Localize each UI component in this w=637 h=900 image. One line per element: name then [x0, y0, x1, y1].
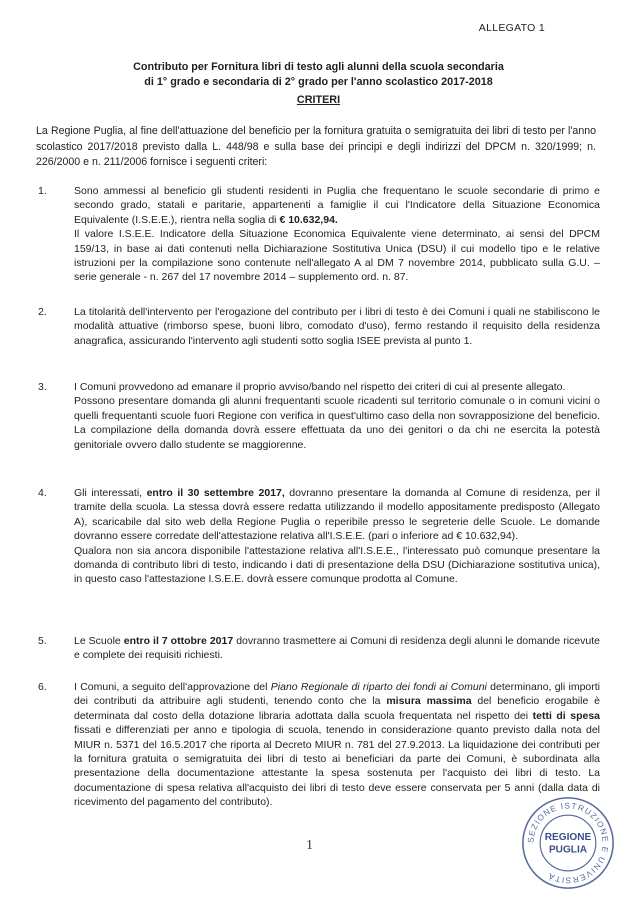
criteria-item-2 — [38, 305, 600, 348]
item-paragraph: Qualora non sia ancora disponibile l'attestazione relativa all'I.S.E.E., l'interessato può comunque presentare la domanda di contributo libri di testo, indicando i dati di presentazione della DSU (Dichiarazione sostitutiva unica), in questo caso l'attestazione I.S.E.E. dovrà essere comunque prodotta al Comune. — [74, 544, 600, 586]
stamp-center-line-2: PUGLIA — [548, 844, 588, 856]
item-paragraph: Il valore I.S.E.E. Indicatore della Situazione Economica Equivalente viene determinato, ai sensi del DPCM 159/13, in base ai dati contenuti nella Dichiarazione Sostitutiva Unica (DSU) il cui modello tipo e le relative istruzioni per la compilazione sono contenute nell'allegato A al DM 7 novembre 2014, pubblicato sulla G.U. – serie generale - n. 267 del 17 novembre 2014 – supplemento ord. n. 87. — [74, 228, 600, 284]
stamp-center-line-1: REGIONE — [544, 832, 592, 844]
item-paragraph: La titolarità dell'intervento per l'erogazione del contributo per i libri di testo è dei Comuni i quali ne stabiliscono le modalità attuative (rimborso spese, buoni libro, comodato d'uso), fermo restando il requisito della residenza anagrafica, assicurando l'intervento agli studenti sotto soglia ISEE prevista al punto 1. — [74, 306, 600, 347]
page-number: 1 — [306, 838, 313, 853]
intro-paragraph: La Regione Puglia, al fine dell'attuazione del beneficio per la fornitura gratuita o semigratuita dei libri di testo per l'anno scolastico 2017/2018 previsto dalla L. 448/98 e sulla base dei principi e degli indirizzi del DPCM n. 320/1999; n. 226/2000 e n. 211/2006 fornisce i seguenti criteri: — [36, 125, 596, 168]
criteria-item-4 — [38, 486, 600, 587]
item-number: 4. — [38, 487, 47, 499]
criteria-item-5 — [38, 634, 600, 663]
isee-threshold: € 10.632,94. — [279, 213, 338, 226]
item-number: 1. — [38, 185, 47, 197]
title-line-1: Contributo per Fornitura libri di testo agli alunni della scuola secondaria — [133, 61, 504, 73]
document-title — [40, 60, 597, 90]
plan-title: Piano Regionale di riparto dei fondi ai Comuni — [270, 681, 487, 693]
item-number: 6. — [38, 681, 47, 693]
item-number: 2. — [38, 306, 47, 318]
emphasis-spending-caps: tetti di spesa — [532, 709, 600, 722]
allegato-label: ALLEGATO 1 — [478, 22, 545, 34]
criteria-item-1 — [38, 184, 600, 285]
criteria-item-6 — [38, 680, 600, 810]
emphasis-max-amount: misura massima — [386, 695, 472, 708]
item-paragraph: Possono presentare domanda gli alunni frequentanti scuole ricadenti sul territorio comunale o in comuni vicini o quelli frequentanti scuole fuori Regione con verifica in quest'ultimo caso della non sovrapposizione del beneficio. La compilazione della domanda dovrà essere effettuata da uno dei genitori o da chi ne esercita la potestà genitoriale ovvero dallo studente se maggiorenne. — [74, 395, 600, 451]
deadline-highlight: entro il 30 settembre 2017, — [146, 487, 285, 499]
item-paragraph: I Comuni provvedono ad emanare il proprio avviso/bando nel rispetto dei criteri di cui al presente allegato. — [74, 381, 566, 393]
criteria-item-3 — [38, 380, 600, 452]
item-paragraph: Gli interessati, entro il 30 settembre 2017, dovranno presentare la domanda al Comune di residenza, per il tramite della scuola. La stessa dovrà essere redatta utilizzando il modello appositamente predisposto (Allegato A), scaricabile dal sito web della Regione Puglia o reperibile presso le segreterie delle Scuole. Le domande dovranno essere corredate dell'attestazione relativa all'I.S.E.E. (pari o inferiore ad € 10.632,94). — [74, 487, 600, 543]
section-heading-criteri: CRITERI — [296, 94, 341, 106]
item-paragraph: Sono ammessi al beneficio gli studenti residenti in Puglia che frequentano le scuole secondarie di primo e secondo grado, statali e paritarie, appartenenti a famiglie il cui l'Indicatore della Situazione Economica Equivalente (I.S.E.E.), rientra nella soglia di € 10.632,94. — [74, 185, 600, 226]
item-number: 3. — [38, 381, 47, 393]
title-line-2: di 1° grado e secondaria di 2° grado per l'anno scolastico 2017-2018 — [144, 76, 493, 88]
item-paragraph: Le Scuole entro il 7 ottobre 2017 dovranno trasmettere ai Comuni di residenza degli alunni le domande ricevute e complete dei requisiti richiesti. — [74, 635, 600, 662]
deadline-highlight: entro il 7 ottobre 2017 — [123, 635, 234, 647]
stamp-ring-text: SEZIONE ISTRUZIONE E UNIVERSITÀ — [526, 801, 610, 885]
regione-puglia-stamp — [520, 795, 616, 891]
item-number: 5. — [38, 635, 47, 647]
item-paragraph: I Comuni, a seguito dell'approvazione del Piano Regionale di riparto dei fondi ai Comuni determinano, gli importi dei contributi da attribuire agli studenti, tenendo conto che la misura massima del beneficio erogabile è determinata dal costo della dotazione libraria adottata dalla scuola frequentata nel rispetto dei tetti di spesa fissati e differenziati per anno e tipologia di scuola, tenendo in considerazione quanto previsto dalla nota del MIUR n. 5371 del 16.5.2017 che riporta al Decreto MIUR n. 781 del 27.9.2013. La liquidazione dei contributi per la fornitura gratuita o semigratuita dei libri di testo ai beneficiari da parte dei Comuni, è subordinata alla presentazione della documentazione attestante la spesa sostenuta per l'acquisto dei libri di testo. La documentazione di spesa relativa all'acquisto dei libri di testo deve essere conservata per 5 anni (dalla data di ricevimento del pagamento del contributo). — [74, 681, 601, 809]
